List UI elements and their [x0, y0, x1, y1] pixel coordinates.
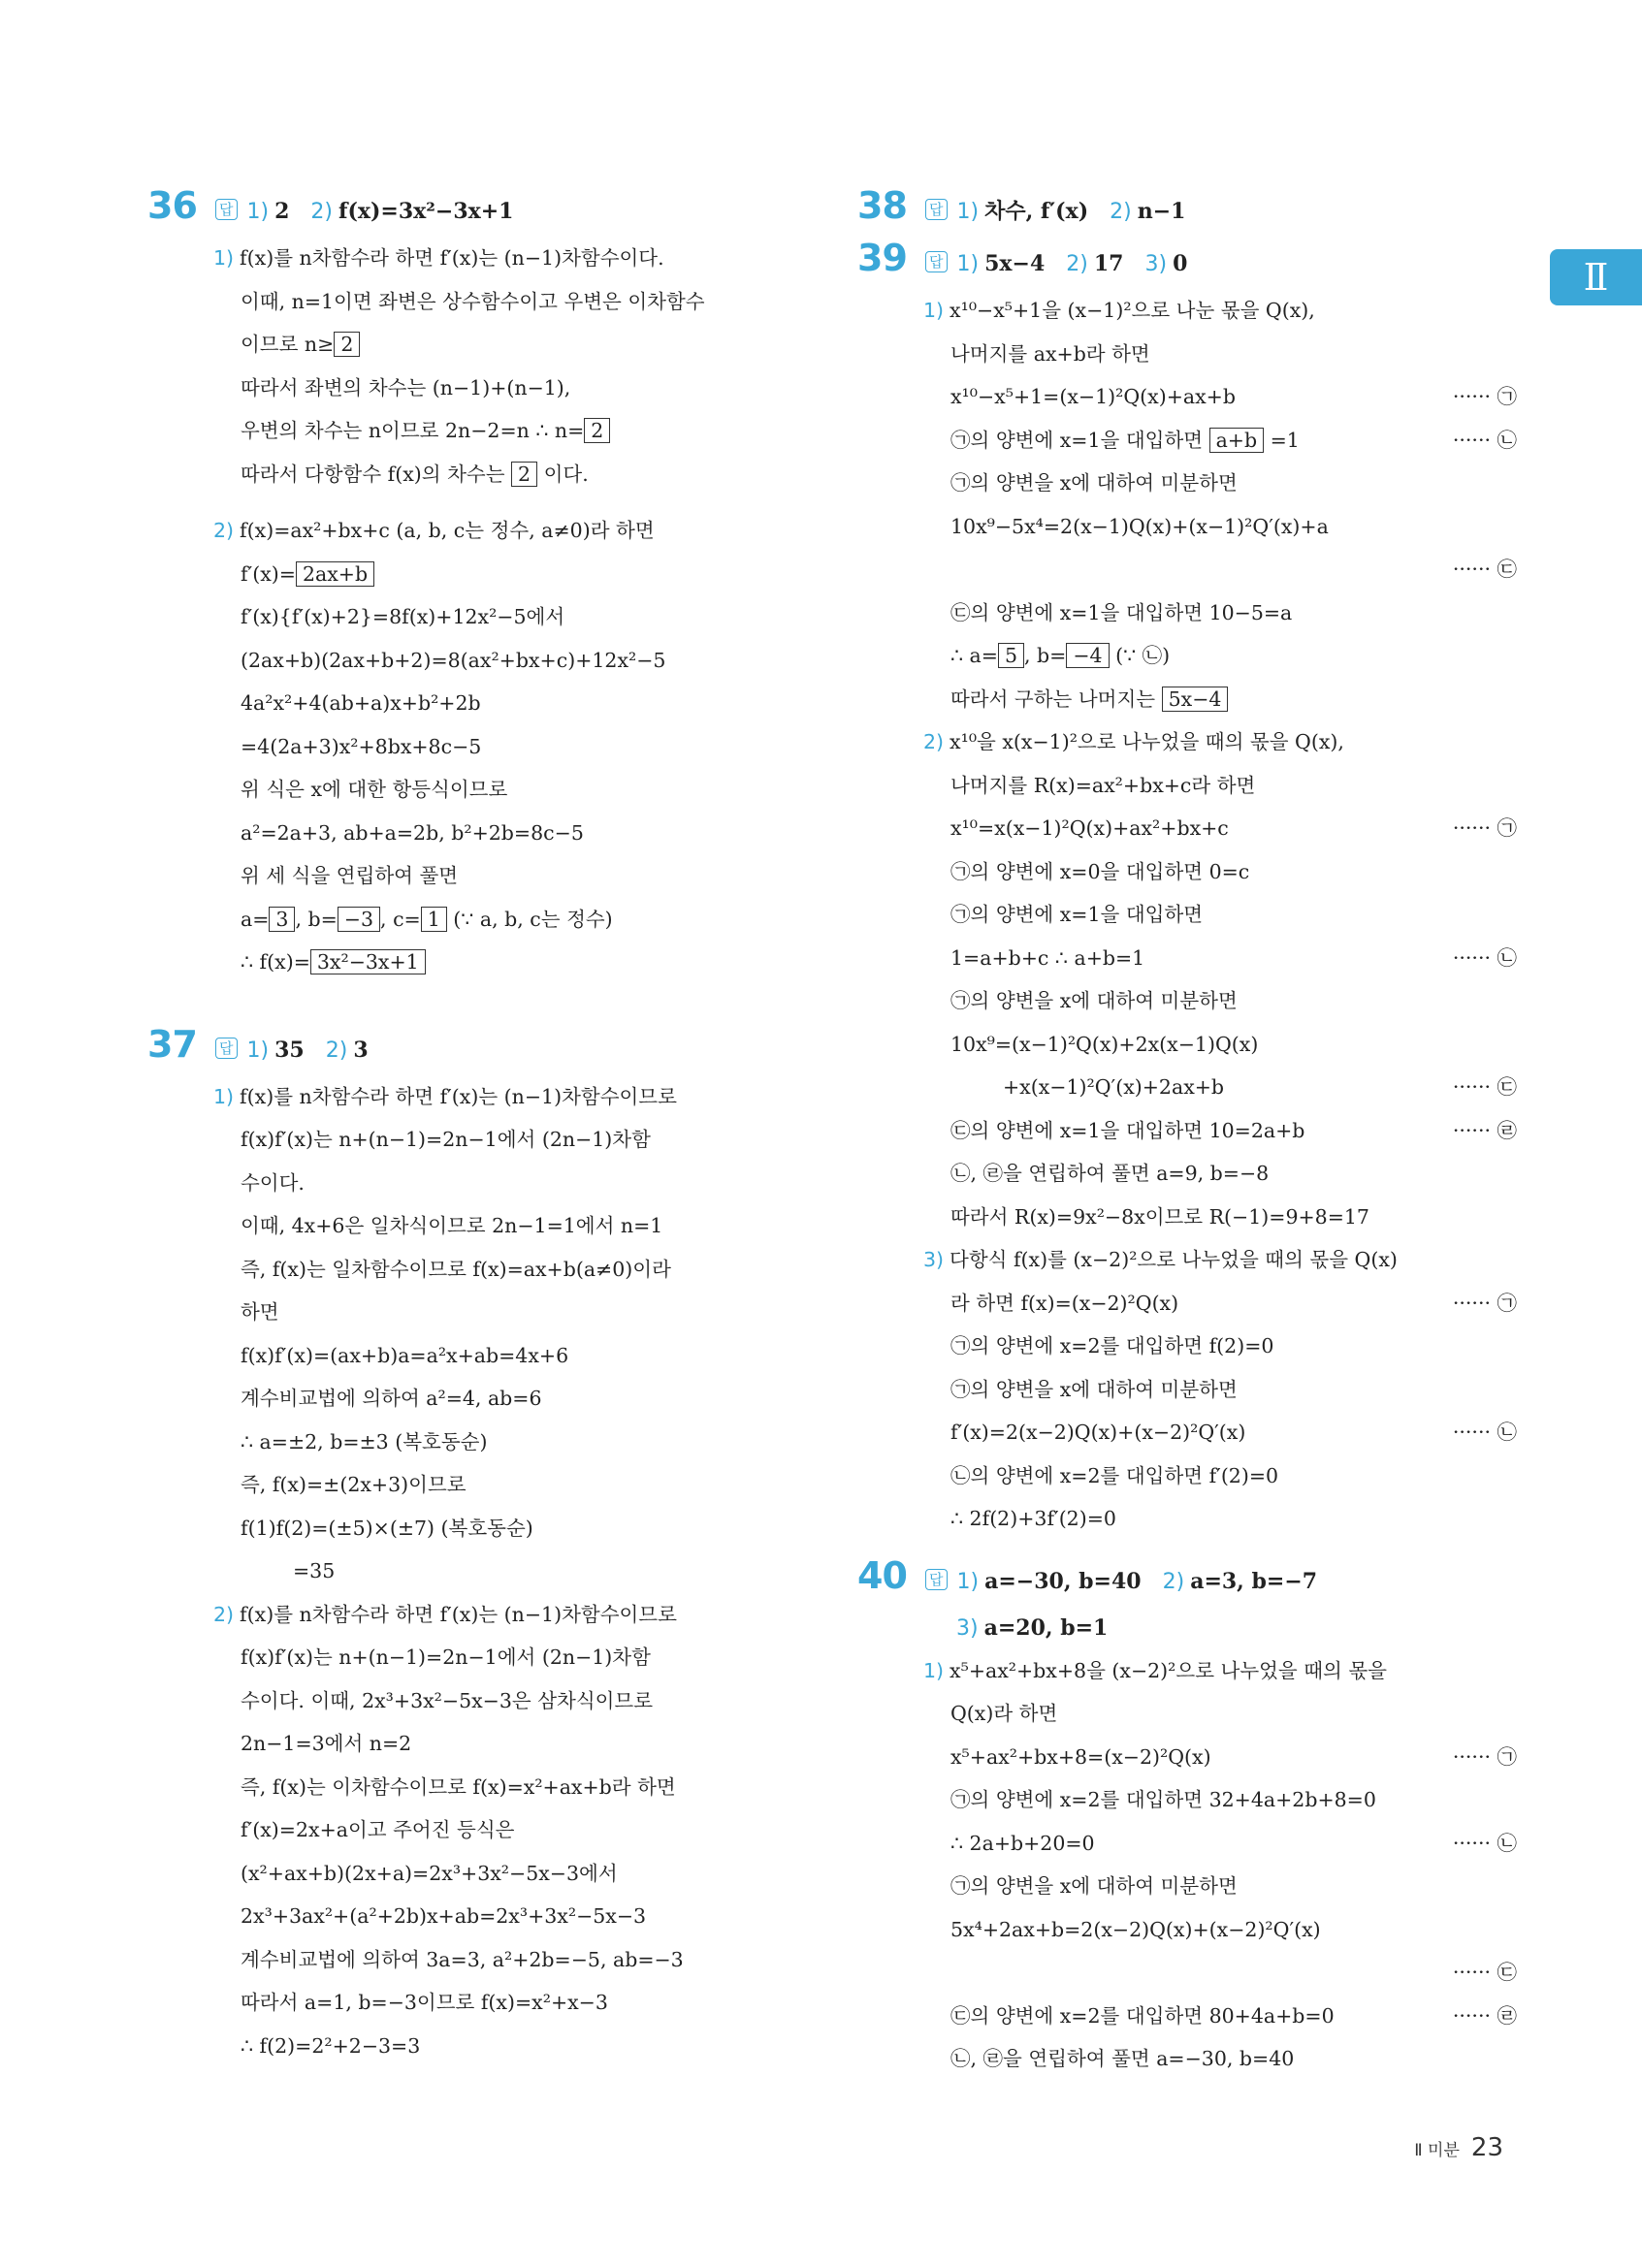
- answer-value: a=20, b=1: [983, 1614, 1109, 1641]
- solution-part-start: [857, 289, 1517, 333]
- boxed-answer: 2ax+b: [296, 561, 374, 587]
- line-text: 위 세 식을 연립하여 풀면: [241, 864, 459, 887]
- part-label: 1): [213, 1084, 235, 1108]
- line-text: ㉠의 양변에 x=1을 대입하면: [950, 903, 1204, 926]
- answer-item: [247, 1038, 305, 1063]
- part-label: 2): [213, 519, 235, 542]
- solution-line: [857, 1411, 1517, 1454]
- part-label: 2): [213, 1602, 235, 1626]
- solution-line: [857, 850, 1517, 894]
- line-text: ㉠의 양변에 x=0을 대입하면 0=c: [950, 859, 1250, 883]
- solution-line: [857, 333, 1517, 376]
- solution-line: [147, 725, 788, 769]
- solution-line: [147, 323, 788, 367]
- line-text: =35: [293, 1559, 336, 1582]
- line-text: 계수비교법에 의하여 3a=3, a²+2b=−5, ab=−3: [241, 1947, 684, 1971]
- problem-37: [147, 1023, 788, 2068]
- solution-line: [147, 1679, 788, 1723]
- line-text: x⁵+ax²+bx+8=(x−2)²Q(x): [950, 1744, 1211, 1769]
- answer-key: 2): [1110, 200, 1132, 224]
- solution-line: [147, 854, 788, 898]
- solution-line: [857, 591, 1517, 635]
- answer-item: [1066, 251, 1123, 276]
- answer-item: [1144, 251, 1187, 276]
- line-text: (2ax+b)(2ax+b+2)=8(ax²+bx+c)+12x²−5: [241, 648, 666, 672]
- spacer: [857, 1541, 1517, 1554]
- line-text: 10x⁹=(x−1)²Q(x)+2x(x−1)Q(x): [950, 1032, 1259, 1056]
- answer-tag: 답: [925, 1569, 948, 1590]
- line-text: , c=: [380, 907, 421, 931]
- equation-marker: ······ ㉡: [1452, 1831, 1517, 1855]
- boxed-answer: 3: [269, 907, 295, 932]
- line-text: a²=2a+3, ab+a=2b, b²+2b=8c−5: [241, 820, 584, 845]
- solution-part-start: [147, 1593, 788, 1637]
- solution-line: [857, 1497, 1517, 1541]
- part-label: 1): [923, 299, 945, 322]
- problem-number: 37: [147, 1022, 197, 1066]
- line-text: (∵ a, b, c는 정수): [446, 907, 613, 931]
- boxed-answer: 5: [998, 643, 1024, 668]
- line-text: ∴ a=: [950, 644, 998, 667]
- answer-key: 1): [246, 200, 270, 224]
- page-number: 23: [1470, 2133, 1503, 2162]
- answer-tag: 답: [925, 199, 948, 220]
- line-text: 2n−1=3에서 n=2: [241, 1732, 412, 1755]
- line-text: f(x)를 n차함수라 하면 f′(x)는 (n−1)차함수이다.: [240, 246, 664, 270]
- solution-line: [147, 1852, 788, 1896]
- part-label: 2): [923, 730, 945, 753]
- answer-summary: [247, 1038, 390, 1063]
- solution-line: [147, 553, 788, 596]
- solution-line: [857, 764, 1517, 808]
- line-text: x¹⁰=x(x−1)²Q(x)+ax²+bx+c: [950, 816, 1229, 840]
- line-text: 따라서 구하는 나머지는: [950, 687, 1162, 711]
- solution-line: [857, 1908, 1517, 1952]
- line-text: ㉡, ㉣을 연립하여 풀면 a=9, b=−8: [950, 1162, 1270, 1185]
- line-text: x⁵+ax²+bx+8을 (x−2)²으로 나누었을 때의 몫을: [950, 1658, 1387, 1682]
- equation-marker: ······ ㉠: [1452, 1291, 1517, 1315]
- answer-key: 3): [1144, 252, 1168, 276]
- line-text: 수이다.: [241, 1170, 305, 1195]
- page-footer: [1414, 2133, 1503, 2162]
- answer-value: n−1: [1137, 199, 1186, 224]
- line-text: ㉡의 양변에 x=2를 대입하면 f′(2)=0: [950, 1463, 1279, 1487]
- answer-summary: [957, 195, 1207, 225]
- solution-part-start: [857, 1649, 1517, 1693]
- line-text: 따라서 다항함수 f(x)의 차수는: [241, 462, 512, 486]
- solution-line: [857, 462, 1517, 505]
- answer-summary-continued: [956, 1607, 1517, 1649]
- line-text: ㉢의 양변에 x=2를 대입하면 80+4a+b=0: [950, 2003, 1335, 2028]
- boxed-answer: −3: [338, 907, 380, 932]
- line-text: 우변의 차수는 n이므로 2n−2=n ∴ n=: [241, 419, 585, 442]
- part-label: 1): [923, 1658, 945, 1682]
- answer-key: 1): [246, 1038, 270, 1063]
- line-text: f(x)f′(x)는 n+(n−1)=2n−1에서 (2n−1)차함: [241, 1645, 651, 1669]
- line-text: ∴ 2f(2)+3f′(2)=0: [950, 1507, 1116, 1530]
- solution-line: [147, 280, 788, 324]
- line-text: 수이다. 이때, 2x³+3x²−5x−3은 삼차식이므로: [241, 1688, 654, 1712]
- solution-line: [147, 1204, 788, 1248]
- solution-line: [857, 1736, 1517, 1779]
- answer-summary: [957, 251, 1209, 276]
- answer-tag: 답: [215, 1038, 238, 1059]
- line-text: x¹⁰−x⁵+1을 (x−1)²으로 나눈 몫을 Q(x),: [950, 299, 1315, 322]
- line-text: 즉, f(x)=±(2x+3)이므로: [241, 1473, 467, 1496]
- line-text: f′(x)=: [241, 561, 296, 586]
- line-text: 1=a+b+c ∴ a+b=1: [950, 945, 1145, 970]
- line-text: 나머지를 ax+b라 하면: [950, 341, 1150, 366]
- line-text: ㉠의 양변에 x=1을 대입하면: [950, 428, 1209, 452]
- answer-tag: 답: [925, 251, 948, 272]
- problem-header: [857, 1554, 1517, 1607]
- problem-header: [857, 237, 1517, 289]
- solution-line: [857, 678, 1517, 721]
- line-text: 4a²x²+4(ab+a)x+b²+2b: [241, 691, 481, 715]
- solution-line: [147, 812, 788, 855]
- line-text: ∴ f(2)=2²+2−3=3: [241, 2033, 421, 2058]
- solution-line: [857, 419, 1517, 463]
- problem-number: 39: [857, 237, 907, 279]
- answer-summary: [957, 1569, 1339, 1594]
- line-text: ∴ a=±2, b=±3 (복호동순): [241, 1429, 488, 1453]
- solution-line: [147, 1507, 788, 1550]
- footer-section: Ⅱ 미분: [1414, 2141, 1460, 2160]
- left-column: [147, 184, 788, 2067]
- line-text: +x(x−1)²Q′(x)+2ax+b: [1003, 1075, 1225, 1099]
- line-text: 라 하면 f(x)=(x−2)²Q(x): [950, 1291, 1179, 1315]
- problem-header: [857, 184, 1517, 237]
- line-text: Q(x)라 하면: [950, 1702, 1058, 1725]
- solution-line: [147, 941, 788, 984]
- answer-tag: 답: [215, 199, 238, 220]
- line-text: f(x)를 n차함수라 하면 f′(x)는 (n−1)차함수이므로: [240, 1084, 677, 1108]
- solution-line: [147, 1549, 788, 1593]
- answer-key: 1): [956, 200, 980, 224]
- equation-marker: ······ ㉡: [1452, 428, 1517, 452]
- line-text: 10x⁹−5x⁴=2(x−1)Q(x)+(x−1)²Q′(x)+a: [950, 514, 1329, 538]
- line-text: 즉, f(x)는 이차함수이므로 f(x)=x²+ax+b라 하면: [241, 1774, 676, 1799]
- line-text: ㉢의 양변에 x=1을 대입하면 10=2a+b: [950, 1118, 1305, 1142]
- solution-line: [147, 1766, 788, 1809]
- solution-line: [147, 1291, 788, 1334]
- line-text: 하면: [241, 1300, 279, 1324]
- answer-value: 3: [353, 1037, 369, 1063]
- answer-key: 2): [310, 200, 333, 224]
- boxed-answer: 2: [334, 332, 360, 357]
- solution-line: [857, 1995, 1517, 2038]
- solution-part-start: [147, 509, 788, 553]
- solution-line: [857, 1066, 1517, 1109]
- solution-line: [857, 893, 1517, 937]
- equation-marker: ······ ㉣: [1452, 1118, 1517, 1142]
- answer-value: f(x)=3x²−3x+1: [338, 199, 514, 224]
- solution-line: [857, 1951, 1517, 1995]
- solution-line: [147, 2025, 788, 2068]
- line-text: 따라서 R(x)=9x²−8x이므로 R(−1)=9+8=17: [950, 1204, 1369, 1229]
- problem-header: [147, 1023, 788, 1075]
- problem-number: 36: [147, 184, 197, 227]
- solution-line: [857, 1282, 1517, 1326]
- right-column: [857, 184, 1517, 2081]
- line-text: , b=: [1024, 644, 1067, 667]
- line-text: ㉠의 양변을 x에 대하여 미분하면: [950, 989, 1238, 1012]
- solution-line: [857, 2037, 1517, 2081]
- line-text: 계수비교법에 의하여 a²=4, ab=6: [241, 1387, 542, 1410]
- spacer: [147, 495, 788, 509]
- problem-38: [857, 184, 1517, 237]
- line-text: 즉, f(x)는 일차함수이므로 f(x)=ax+b(a≠0)이라: [241, 1257, 671, 1281]
- line-text: f(x)f′(x)=(ax+b)a=a²x+ab=4x+6: [241, 1343, 569, 1367]
- solution-line: [857, 1822, 1517, 1866]
- solution-line: [147, 1938, 788, 1982]
- section-tab: Ⅱ: [1550, 249, 1642, 305]
- answer-key: 1): [956, 1569, 980, 1594]
- line-text: 이므로 n≥: [241, 333, 335, 356]
- equation-marker: ······ ㉡: [1452, 945, 1517, 970]
- solution-line: [147, 898, 788, 942]
- solution-line: [857, 937, 1517, 980]
- solution-line: [857, 375, 1517, 419]
- answer-key: 2): [1066, 252, 1088, 276]
- solution-line: [857, 634, 1517, 678]
- equation-marker: ······ ㉠: [1452, 385, 1517, 408]
- line-text: (x²+ax+b)(2x+a)=2x³+3x²−5x−3에서: [241, 1861, 618, 1885]
- boxed-answer: 5x−4: [1162, 687, 1229, 712]
- line-text: f′(x)=2(x−2)Q(x)+(x−2)²Q′(x): [950, 1421, 1246, 1444]
- solution-line: [147, 453, 788, 496]
- answer-item: [1163, 1569, 1317, 1594]
- solution-part-start: [857, 1238, 1517, 1282]
- solution-line: [147, 1981, 788, 2025]
- solution-part-start: [857, 720, 1517, 764]
- line-text: f′(x)=2x+a이고 주어진 등식은: [241, 1818, 515, 1841]
- equation-marker: ······ ㉢: [1452, 558, 1517, 581]
- line-text: ㉢의 양변에 x=1을 대입하면 10−5=a: [950, 600, 1293, 624]
- solution-line: [857, 1152, 1517, 1196]
- answer-key: 2): [325, 1038, 348, 1063]
- boxed-answer: 3x²−3x+1: [310, 949, 426, 974]
- problem-40: [857, 1554, 1517, 2081]
- line-text: x¹⁰−x⁵+1=(x−1)²Q(x)+ax+b: [950, 385, 1236, 408]
- line-text: 이때, n=1이면 좌변은 상수함수이고 우변은 이차함수: [241, 289, 705, 313]
- solution-line: [147, 768, 788, 812]
- solution-line: [147, 1722, 788, 1766]
- solution-part-start: [147, 1075, 788, 1119]
- answer-item: [326, 1038, 369, 1063]
- answer-value: 0: [1173, 251, 1188, 276]
- line-text: ㉠의 양변을 x에 대하여 미분하면: [950, 1874, 1238, 1898]
- line-text: 다항식 f(x)를 (x−2)²으로 나누었을 때의 몫을 Q(x): [950, 1248, 1398, 1271]
- answer-item: [247, 199, 290, 224]
- solution-line: [147, 639, 788, 683]
- solution-line: [147, 1463, 788, 1507]
- boxed-answer: 2: [511, 462, 537, 487]
- solution-line: [857, 505, 1517, 549]
- part-label: 1): [213, 246, 235, 270]
- line-text: f′(x){f′(x)+2}=8f(x)+12x²−5에서: [241, 605, 565, 628]
- answer-value: 5x−4: [984, 251, 1046, 276]
- line-text: ㉠의 양변에 x=2를 대입하면 32+4a+2b+8=0: [950, 1788, 1376, 1811]
- equation-marker: ······ ㉢: [1452, 1075, 1517, 1099]
- problem-36: [147, 184, 788, 984]
- line-text: f(x)f′(x)는 n+(n−1)=2n−1에서 (2n−1)차함: [241, 1128, 651, 1151]
- answer-item: [1110, 199, 1185, 224]
- answer-key: 3): [956, 1615, 979, 1641]
- answer-value: 35: [274, 1037, 305, 1063]
- answer-key: 1): [956, 252, 980, 276]
- solution-line: [147, 367, 788, 410]
- answer-item: [956, 1615, 1108, 1641]
- line-text: (∵ ㉡): [1109, 644, 1171, 667]
- solution-line: [147, 682, 788, 725]
- problem-number: 38: [857, 184, 907, 227]
- solution-line: [857, 1325, 1517, 1368]
- solution-line: [857, 807, 1517, 850]
- line-text: ㉠의 양변을 x에 대하여 미분하면: [950, 1377, 1238, 1401]
- line-text: f(x)=ax²+bx+c (a, b, c는 정수, a≠0)라 하면: [240, 519, 655, 542]
- solution-line: [857, 548, 1517, 591]
- solution-line: [857, 979, 1517, 1023]
- answer-item: [957, 199, 1089, 224]
- solution-line: [857, 1109, 1517, 1153]
- boxed-answer: 2: [584, 418, 610, 443]
- solution-line: [147, 595, 788, 639]
- line-text: ∴ f(x)=: [241, 950, 310, 974]
- solution-line: [147, 1334, 788, 1378]
- line-text: =1: [1264, 428, 1300, 452]
- line-text: x¹⁰을 x(x−1)²으로 나누었을 때의 몫을 Q(x),: [950, 730, 1344, 753]
- solution-line: [857, 1196, 1517, 1239]
- solution-line: [857, 1023, 1517, 1067]
- boxed-answer: −4: [1066, 643, 1109, 668]
- solution-line: [857, 1692, 1517, 1736]
- part-label: 3): [923, 1248, 945, 1271]
- problem-number: 40: [857, 1553, 907, 1597]
- answer-value: a=−30, b=40: [984, 1568, 1142, 1594]
- line-text: a=: [241, 907, 270, 931]
- solution-line: [147, 1162, 788, 1205]
- solution-line: [857, 1778, 1517, 1822]
- problem-39: [857, 237, 1517, 1541]
- solution-line: [147, 1895, 788, 1938]
- line-text: , b=: [295, 907, 338, 931]
- equation-marker: ······ ㉢: [1452, 1961, 1517, 1984]
- line-text: 이다.: [537, 462, 589, 486]
- solution-line: [857, 1368, 1517, 1412]
- solution-line: [147, 409, 788, 453]
- answer-value: 2: [274, 199, 290, 224]
- solution-line: [147, 1118, 788, 1162]
- solution-line: [147, 1808, 788, 1852]
- line-text: f(x)를 n차함수라 하면 f′(x)는 (n−1)차함수이므로: [240, 1602, 677, 1626]
- solution-line: [147, 1421, 788, 1464]
- line-text: ㉠의 양변에 x=2를 대입하면 f(2)=0: [950, 1334, 1274, 1358]
- line-text: ㉠의 양변을 x에 대하여 미분하면: [950, 471, 1238, 495]
- answer-item: [957, 251, 1046, 276]
- answer-key: 2): [1162, 1569, 1185, 1594]
- solution-part-start: [147, 237, 788, 280]
- equation-marker: ······ ㉣: [1452, 2003, 1517, 2028]
- answer-item: [957, 1569, 1142, 1594]
- solution-line: [857, 1454, 1517, 1498]
- answer-value: a=3, b=−7: [1190, 1568, 1318, 1594]
- line-text: 이때, 4x+6은 일차식이므로 2n−1=1에서 n=1: [241, 1214, 663, 1237]
- solution-line: [857, 1865, 1517, 1908]
- line-text: ∴ 2a+b+20=0: [950, 1831, 1095, 1855]
- equation-marker: ······ ㉠: [1452, 816, 1517, 840]
- solution-line: [147, 1248, 788, 1292]
- equation-marker: ······ ㉠: [1452, 1744, 1517, 1769]
- boxed-answer: a+b: [1209, 428, 1265, 453]
- line-text: 나머지를 R(x)=ax²+bx+c라 하면: [950, 773, 1256, 797]
- line-text: 따라서 a=1, b=−3이므로 f(x)=x²+x−3: [241, 1991, 608, 2014]
- line-text: 위 식은 x에 대한 항등식이므로: [241, 778, 508, 801]
- spacer: [147, 984, 788, 1023]
- line-text: ㉡, ㉣을 연립하여 풀면 a=−30, b=40: [950, 2047, 1295, 2070]
- equation-marker: ······ ㉡: [1452, 1421, 1517, 1444]
- answer-value: 차수, f′(x): [984, 199, 1089, 224]
- line-text: 2x³+3ax²+(a²+2b)x+ab=2x³+3x²−5x−3: [241, 1904, 647, 1928]
- boxed-answer: 1: [421, 907, 447, 932]
- line-text: 5x⁴+2ax+b=2(x−2)Q(x)+(x−2)²Q′(x): [950, 1917, 1321, 1941]
- solution-line: [147, 1636, 788, 1679]
- answer-value: 17: [1093, 251, 1124, 276]
- problem-header: [147, 184, 788, 237]
- line-text: =4(2a+3)x²+8bx+8c−5: [241, 734, 482, 758]
- answer-item: [310, 199, 513, 224]
- line-text: 따라서 좌변의 차수는 (n−1)+(n−1),: [241, 375, 571, 399]
- solution-line: [147, 1377, 788, 1421]
- line-text: f(1)f(2)=(±5)×(±7) (복호동순): [241, 1516, 533, 1540]
- answer-summary: [247, 199, 535, 224]
